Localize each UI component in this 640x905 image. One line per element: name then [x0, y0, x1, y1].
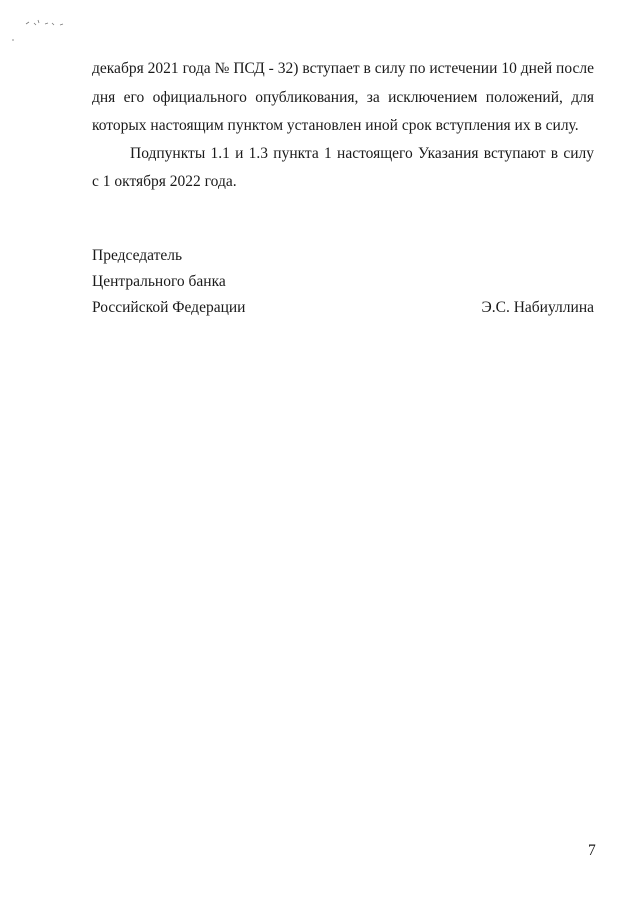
signature-title-line-1: Председатель [92, 247, 183, 264]
paragraph2-line-2: с 1 октября 2022 года. [92, 173, 237, 190]
signature-title-line-2: Центрального банка [92, 273, 226, 290]
signatory-name: Э.С. Набиуллина [481, 299, 594, 316]
paragraph1-line-3: которых настоящим пунктом установлен иной срок вступления их в силу. [92, 117, 579, 134]
scan-artifact-marks [4, 14, 74, 44]
page-number: 7 [588, 842, 596, 859]
paragraph1-line-1: декабря 2021 года № ПСД - 32) вступает в силу по истечении 10 дней после [92, 60, 594, 77]
paragraph1-line-2: дня его официального опубликования, за исключением положений, для [92, 89, 594, 106]
paragraph2-line-1: Подпункты 1.1 и 1.3 пункта 1 настоящего Указания вступают в силу [130, 145, 594, 162]
signature-title-line-3: Российской Федерации [92, 299, 246, 316]
